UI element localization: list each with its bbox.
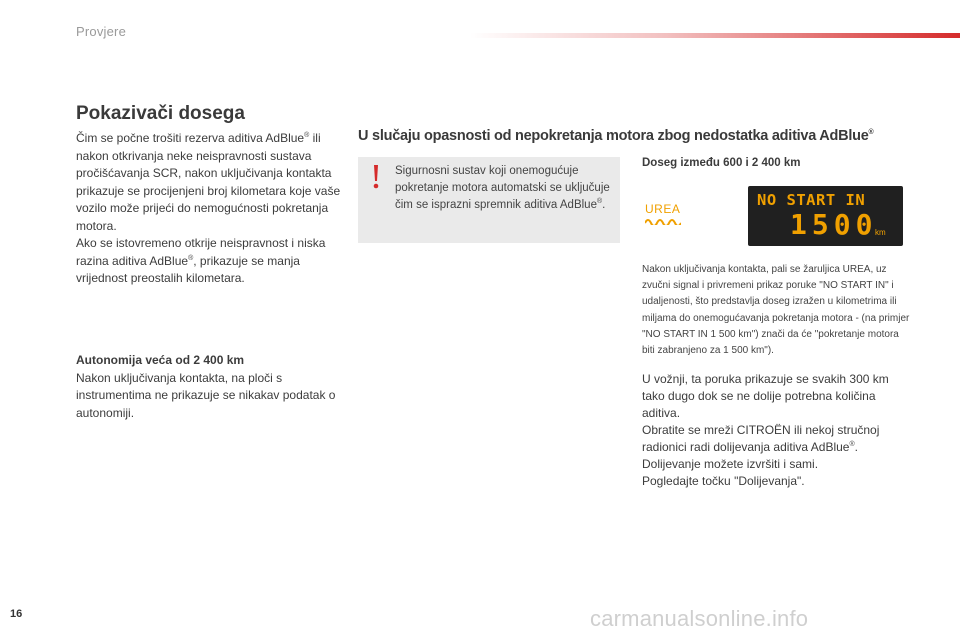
advice-line-1: U vožnji, ta poruka prikazuje se svakih 300 km tako dugo dok se ne dolije potrebna količina aditiva. [642, 372, 889, 420]
urea-label: UREA [645, 202, 681, 216]
page-heading: Pokazivači dosega [76, 103, 245, 124]
intro-paragraph-1-text-a: Čim se počne trošiti rezerva aditiva AdBlue [76, 131, 305, 145]
intro-paragraph-2 [76, 235, 348, 288]
warning-section-heading [358, 128, 873, 144]
autonomy-text: Nakon uključivanja kontakta, na ploči s instrumentima ne prikazuje se nikakav podatak o autonomiji. [76, 370, 336, 420]
warning-text-b: . [602, 199, 606, 211]
exclamation-icon [371, 165, 381, 189]
registered-mark: ® [188, 254, 194, 262]
autonomy-section [76, 352, 348, 422]
warning-text-a: Sigurnosni sustav koji onemogućuje pokretanje motora automatski se uključuje čim se isprazni spremnik aditiva AdBlue [395, 165, 610, 211]
display-unit: km [875, 228, 886, 237]
header-accent-bar [470, 33, 960, 38]
autonomy-heading: Autonomija veća od 2 400 km [76, 353, 245, 367]
intro-paragraph-2-text-b: , prikazuje se manja vrijednost preostalih kilometara. [76, 253, 300, 285]
section-title: Provjere [76, 24, 127, 39]
display-distance: 1500 [790, 208, 878, 241]
registered-mark: ® [304, 132, 310, 139]
range-heading: Doseg između 600 i 2 400 km [642, 157, 801, 169]
explanation-text: Nakon uključivanja kontakta, pali se žaruljica UREA, uz zvučni signal i privremeni prikaz poruke "NO START IN" i udaljenosti, što predstavlja doseg izražen u kilometrima ili miljama do onemogućavanja pokretanja motora - (na primjer "NO START IN 1 500 km") znači da će "pokretanje motora biti zabranjeno za 1 500 km"). [642, 264, 910, 357]
urea-warning-icon [645, 203, 685, 229]
warning-section-heading-text: U slučaju opasnosti od nepokretanja motora zbog nedostatka aditiva AdBlue [358, 128, 869, 144]
urea-wave-icon [645, 217, 681, 225]
intro-paragraph-1-text-b: ili nakon otkrivanja neke neispravnosti sustava pročišćavanja SCR, nakon uključivanja kontakta prikazuje se procijenjeni broj kilometara koje vaše vozilo može prijeći do nemogućnosti pokretanja motora. [76, 131, 341, 233]
watermark: carmanualsonline.info [590, 606, 809, 631]
intro-paragraph-2-text-a: Ako se istovremeno otkrije neispravnost i niska razina aditiva AdBlue [76, 236, 326, 268]
intro-text [76, 130, 348, 288]
advice-text [642, 371, 910, 490]
advice-line-2 [642, 422, 910, 456]
advice-line-3: Dolijevanje možete izvršiti i sami. [642, 457, 819, 471]
registered-mark: ® [596, 198, 603, 206]
display-message: NO START IN [757, 191, 866, 209]
intro-paragraph-1 [76, 130, 348, 235]
advice-line-2-text-a: Obratite se mreži CITROËN ili nekoj stručnoj radionici radi dolijevanja aditiva AdBlue [642, 423, 880, 454]
registered-mark: ® [868, 129, 874, 137]
registered-mark: ® [849, 441, 855, 448]
page-number: 16 [10, 608, 23, 620]
advice-line-4: Pogledajte točku "Dolijevanja". [642, 474, 805, 488]
advice-line-2-text-b: . [854, 440, 858, 454]
warning-text [395, 163, 610, 214]
